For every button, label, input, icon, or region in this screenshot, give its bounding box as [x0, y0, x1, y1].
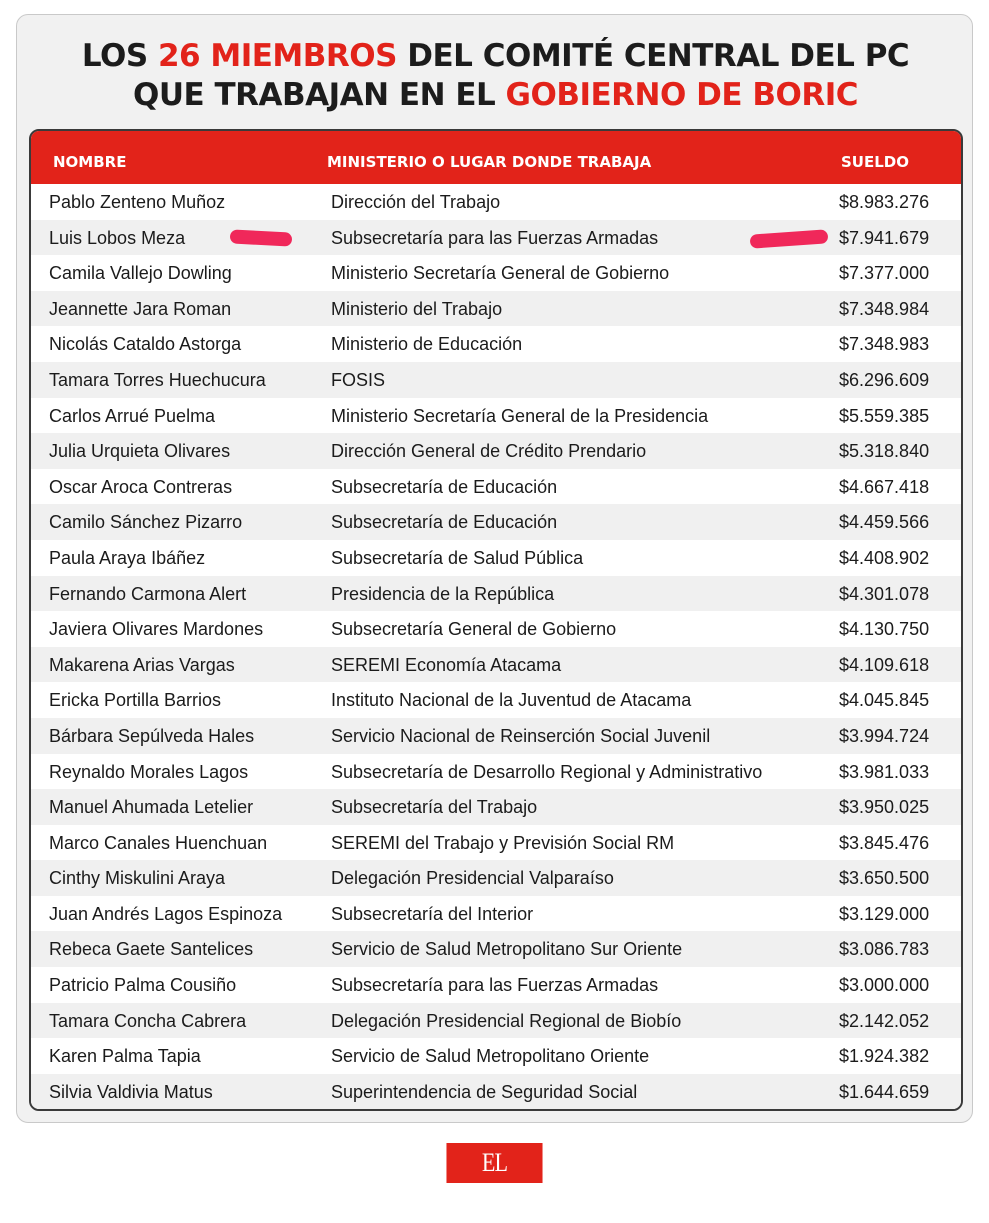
title-line-2: QUE TRABAJAN EN EL GOBIERNO DE BORIC [133, 77, 858, 113]
cell-salary: $3.981.033 [839, 761, 930, 782]
cell-name: Fernando Carmona Alert [49, 583, 247, 604]
table-row [31, 611, 961, 647]
cell-ministry: Presidencia de la República [331, 583, 555, 604]
cell-name: Karen Palma Tapia [49, 1046, 201, 1067]
cell-name: Luis Lobos Meza [49, 227, 186, 248]
cell-name: Jeannette Jara Roman [49, 298, 232, 319]
table-row [31, 255, 961, 291]
cell-salary: $3.950.025 [839, 797, 930, 818]
title-line-1: LOS 26 MIEMBROS DEL COMITÉ CENTRAL DEL PC [81, 38, 910, 74]
infographic-card [16, 14, 973, 1123]
cell-salary: $4.130.750 [839, 619, 930, 640]
cell-name: Julia Urquieta Olivares [49, 441, 231, 462]
table-row [31, 931, 961, 967]
cell-salary: $4.301.078 [839, 583, 930, 604]
cell-salary: $3.994.724 [839, 725, 930, 746]
table-row [31, 326, 961, 362]
table-header [31, 131, 961, 184]
cell-salary: $5.318.840 [839, 441, 930, 462]
cell-salary: $3.000.000 [839, 975, 930, 996]
cell-name: Bárbara Sepúlveda Hales [49, 725, 255, 746]
cell-ministry: Subsecretaría de Educación [331, 512, 558, 533]
cell-name: Pablo Zenteno Muñoz [49, 192, 226, 212]
cell-name: Manuel Ahumada Letelier [49, 797, 254, 818]
table-row [31, 647, 961, 683]
cell-salary: $8.983.276 [839, 192, 930, 212]
cell-ministry: FOSIS [331, 369, 386, 390]
cell-name: Makarena Arias Vargas [49, 654, 235, 675]
cell-salary: $1.644.659 [839, 1081, 930, 1102]
cell-ministry: Servicio de Salud Metropolitano Oriente [331, 1046, 650, 1067]
title-highlight-count: 26 MIEMBROS [157, 38, 397, 74]
cell-salary: $7.941.679 [839, 227, 930, 248]
table-row [31, 362, 961, 398]
table-row [31, 291, 961, 327]
table-row [31, 1074, 961, 1110]
cell-salary: $3.650.500 [839, 868, 930, 889]
cell-ministry: Subsecretaría del Interior [331, 903, 534, 924]
cell-salary: $4.667.418 [839, 476, 930, 497]
cell-ministry: Ministerio Secretaría General de la Presidencia [331, 405, 709, 426]
cell-ministry: Subsecretaría de Educación [331, 476, 558, 497]
cell-ministry: Subsecretaría del Trabajo [331, 797, 538, 818]
cell-ministry: Ministerio de Educación [331, 334, 523, 355]
cell-ministry: Subsecretaría para las Fuerzas Armadas [331, 975, 659, 996]
cell-salary: $2.142.052 [839, 1010, 930, 1031]
table-row [31, 682, 961, 718]
cell-ministry: Delegación Presidencial Valparaíso [331, 868, 614, 889]
table-row [31, 825, 961, 861]
cell-ministry: Dirección General de Crédito Prendario [331, 441, 647, 462]
table-row [31, 1038, 961, 1074]
cell-ministry: SEREMI Economía Atacama [331, 654, 562, 675]
cell-name: Carlos Arrué Puelma [49, 405, 216, 426]
header-ministry: MINISTERIO O LUGAR DONDE TRABAJA [327, 153, 652, 171]
cell-salary: $4.045.845 [839, 690, 930, 711]
table-row [31, 398, 961, 434]
page-title [17, 37, 974, 115]
cell-ministry: Subsecretaría para las Fuerzas Armadas [331, 227, 659, 248]
cell-salary: $7.348.983 [839, 334, 930, 355]
table-row [31, 967, 961, 1003]
table-row [31, 860, 961, 896]
cell-name: Oscar Aroca Contreras [49, 476, 233, 497]
cell-salary: $4.109.618 [839, 654, 930, 675]
cell-ministry: Servicio de Salud Metropolitano Sur Oriente [331, 939, 683, 960]
cell-name: Silvia Valdivia Matus [49, 1081, 213, 1102]
cell-name: Camila Vallejo Dowling [49, 263, 232, 284]
cell-name: Marco Canales Huenchuan [49, 832, 268, 853]
table-row [31, 433, 961, 469]
table-row [31, 789, 961, 825]
table-row [31, 718, 961, 754]
cell-ministry: Dirección del Trabajo [331, 192, 501, 212]
cell-ministry: Subsecretaría de Desarrollo Regional y Administrativo [331, 761, 763, 782]
cell-name: Juan Andrés Lagos Espinoza [49, 903, 283, 924]
cell-name: Reynaldo Morales Lagos [49, 761, 249, 782]
header-name: NOMBRE [53, 153, 127, 171]
cell-name: Tamara Torres Huechucura [49, 369, 266, 390]
cell-ministry: Subsecretaría General de Gobierno [331, 619, 617, 640]
cell-salary: $7.377.000 [839, 263, 930, 284]
table-row [31, 540, 961, 576]
cell-ministry: Instituto Nacional de la Juventud de Atacama [331, 690, 692, 711]
cell-ministry: Ministerio Secretaría General de Gobierno [331, 263, 670, 284]
cell-ministry: SEREMI del Trabajo y Previsión Social RM [331, 832, 675, 853]
cell-name: Ericka Portilla Barrios [49, 690, 222, 711]
table-body [31, 184, 961, 1109]
table-row [31, 469, 961, 505]
cell-salary: $3.845.476 [839, 832, 930, 853]
cell-salary: $1.924.382 [839, 1046, 930, 1067]
table-row [31, 1003, 961, 1039]
table-row [31, 896, 961, 932]
cell-ministry: Subsecretaría de Salud Pública [331, 547, 584, 568]
table-row [31, 184, 961, 220]
table-row [31, 754, 961, 790]
table-row [31, 576, 961, 612]
cell-name: Camilo Sánchez Pizarro [49, 512, 243, 533]
cell-ministry: Servicio Nacional de Reinserción Social Juvenil [331, 725, 711, 746]
cell-ministry: Ministerio del Trabajo [331, 298, 503, 319]
cell-ministry: Superintendencia de Seguridad Social [331, 1081, 638, 1102]
cell-name: Cinthy Miskulini Araya [49, 868, 226, 889]
cell-salary: $5.559.385 [839, 405, 930, 426]
cell-salary: $3.129.000 [839, 903, 930, 924]
cell-name: Nicolás Cataldo Astorga [49, 334, 242, 355]
cell-salary: $4.459.566 [839, 512, 930, 533]
cell-name: Paula Araya Ibáñez [49, 547, 206, 568]
cell-salary: $6.296.609 [839, 369, 930, 390]
cell-salary: $4.408.902 [839, 547, 930, 568]
header-salary: SUELDO [841, 153, 909, 171]
cell-salary: $3.086.783 [839, 939, 930, 960]
table-row [31, 504, 961, 540]
cell-salary: $7.348.984 [839, 298, 930, 319]
cell-ministry: Delegación Presidencial Regional de Biobío [331, 1010, 682, 1031]
cell-name: Rebeca Gaete Santelices [49, 939, 254, 960]
members-table [29, 129, 963, 1111]
cell-name: Tamara Concha Cabrera [49, 1010, 247, 1031]
title-highlight-government: GOBIERNO DE BORIC [505, 77, 858, 113]
cell-name: Patricio Palma Cousiño [49, 975, 237, 996]
cell-name: Javiera Olivares Mardones [49, 619, 264, 640]
el-libero-logo: EL LIBERO [446, 1143, 542, 1183]
